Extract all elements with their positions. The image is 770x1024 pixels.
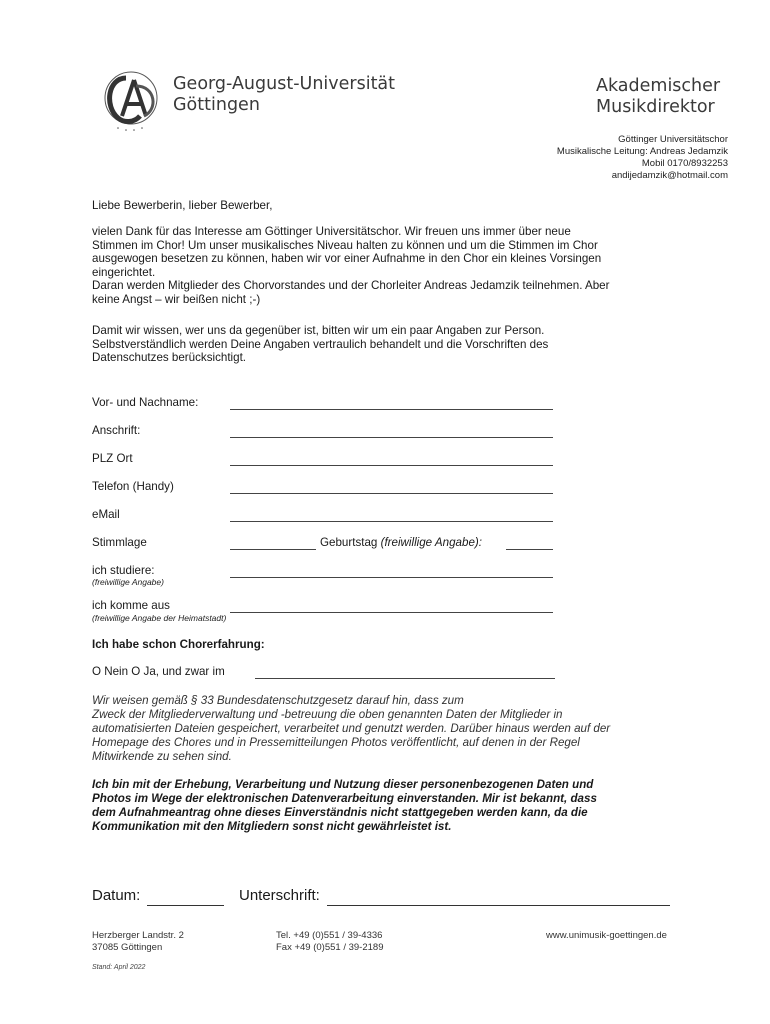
origin-note: (freiwillige Angabe der Heimatstadt) bbox=[92, 613, 227, 623]
choir-experience-options[interactable]: O Nein O Ja, und zwar im bbox=[92, 665, 225, 678]
name-field-line[interactable] bbox=[230, 409, 553, 410]
contact-director: Musikalische Leitung: Andreas Jedamzik bbox=[556, 146, 728, 157]
intro-line: eingerichtet. bbox=[92, 265, 156, 279]
birthday-field-line[interactable] bbox=[506, 549, 553, 550]
privacy-line: Mitwirkende zu sehen sind. bbox=[92, 750, 232, 763]
address-field-line[interactable] bbox=[230, 437, 553, 438]
revision-date: Stand: April 2022 bbox=[92, 964, 146, 971]
privacy-line: Homepage des Chores und in Pressemitteilungen Photos veröffentlicht, auf denen in der Regel bbox=[92, 736, 580, 749]
intro-line: vielen Dank für das Interesse am Göttinger Universitätschor. Wir freuen uns immer über neue bbox=[92, 225, 571, 238]
email-label: eMail bbox=[92, 508, 120, 521]
choir-experience-field-line[interactable] bbox=[255, 678, 555, 679]
intro-line: Daran werden Mitglieder des Chorvorstandes und der Chorleiter Andreas Jedamzik teilnehmen. Aber bbox=[92, 279, 610, 293]
consent-line: dem Aufnahmeantrag ohne dieses Einverständnis nicht stattgegeben werden kann, da die bbox=[92, 806, 588, 819]
origin-field-line[interactable] bbox=[230, 612, 553, 613]
contact-choir: Göttinger Universitätschor bbox=[618, 134, 728, 145]
signature-label: Unterschrift: bbox=[239, 887, 320, 904]
university-name bbox=[173, 74, 395, 116]
origin-label: ich komme aus bbox=[92, 599, 170, 612]
footer-fax: Fax +49 (0)551 / 39-2189 bbox=[276, 942, 384, 953]
department-title bbox=[596, 76, 726, 118]
birthday-label-group bbox=[320, 536, 482, 549]
voice-field-line[interactable] bbox=[230, 549, 316, 550]
address-label: Anschrift: bbox=[92, 424, 141, 437]
name-label: Vor- und Nachname: bbox=[92, 396, 199, 409]
department-title-line1: Akademischer bbox=[596, 76, 721, 96]
privacy-line: automatisierten Dateien gespeichert, verarbeitet und genutzt werden. Darüber hinaus werden auf der bbox=[92, 722, 611, 735]
consent-line: Photos im Wege der elektronischen Datenverarbeitung einverstanden. Mir ist bekannt, dass bbox=[92, 792, 597, 805]
privacy-line: Zweck der Mitgliederverwaltung und -betreuung die oben genannten Daten der Mitglieder in bbox=[92, 708, 563, 721]
university-name-line1: Georg-August-Universität bbox=[173, 74, 396, 94]
privacy-notice bbox=[92, 694, 687, 764]
study-label: ich studiere: bbox=[92, 564, 155, 577]
study-note: (freiwillige Angabe) bbox=[92, 577, 164, 587]
footer-phone bbox=[276, 930, 383, 954]
plz-label: PLZ Ort bbox=[92, 452, 133, 465]
footer-tel: Tel. +49 (0)551 / 39-4336 bbox=[276, 930, 383, 941]
phone-label: Telefon (Handy) bbox=[92, 480, 174, 493]
contact-email: andijedamzik@hotmail.com bbox=[611, 170, 728, 181]
footer-street: Herzberger Landstr. 2 bbox=[92, 930, 184, 941]
consent-statement bbox=[92, 778, 692, 834]
privacy-line: Wir weisen gemäß § 33 Bundesdatenschutzgesetz darauf hin, dass zum bbox=[92, 694, 464, 707]
university-seal-logo bbox=[96, 66, 166, 132]
contact-block bbox=[557, 134, 728, 182]
request-line: Selbstverständlich werden Deine Angaben vertraulich behandelt und die Vorschriften des bbox=[92, 337, 549, 351]
phone-field-line[interactable] bbox=[230, 493, 553, 494]
plz-field-line[interactable] bbox=[230, 465, 553, 466]
consent-line: Kommunikation mit den Mitgliedern sonst nicht gewährleistet ist. bbox=[92, 820, 452, 833]
choir-experience-heading: Ich habe schon Chorerfahrung: bbox=[92, 638, 265, 651]
signature-field-line[interactable] bbox=[327, 905, 670, 906]
date-label: Datum: bbox=[92, 887, 141, 904]
footer-city: 37085 Göttingen bbox=[92, 942, 163, 953]
study-field-line[interactable] bbox=[230, 577, 553, 578]
intro-line: keine Angst – wir beißen nicht ;-) bbox=[92, 292, 261, 306]
birthday-note: (freiwillige Angabe): bbox=[380, 536, 482, 549]
voice-label: Stimmlage bbox=[92, 536, 147, 549]
footer-address bbox=[92, 930, 184, 954]
consent-line: Ich bin mit der Erhebung, Verarbeitung und Nutzung dieser personenbezogenen Daten und bbox=[92, 778, 594, 791]
greeting: Liebe Bewerberin, lieber Bewerber, bbox=[92, 199, 273, 212]
birthday-label: Geburtstag bbox=[320, 536, 378, 549]
university-name-line2: Göttingen bbox=[173, 95, 260, 115]
request-line: Damit wir wissen, wer uns da gegenüber ist, bitten wir um ein paar Angaben zur Person. bbox=[92, 324, 545, 337]
intro-line: ausgewogen besetzen zu können, haben wir vor einer Aufnahme in den Chor ein kleines Vorsingen bbox=[92, 252, 602, 266]
intro-paragraph bbox=[92, 225, 682, 307]
contact-phone: Mobil 0170/8932253 bbox=[641, 158, 728, 169]
data-request-paragraph bbox=[92, 324, 682, 365]
intro-line: Stimmen im Chor! Um unser musikalisches Niveau halten zu können und um die Stimmen im Chor bbox=[92, 238, 598, 252]
department-title-line2: Musikdirektor bbox=[596, 97, 715, 117]
footer-website[interactable]: www.unimusik-goettingen.de bbox=[546, 930, 667, 941]
email-field-line[interactable] bbox=[230, 521, 553, 522]
request-line: Datenschutzes berücksichtigt. bbox=[92, 351, 247, 365]
date-field-line[interactable] bbox=[147, 905, 224, 906]
